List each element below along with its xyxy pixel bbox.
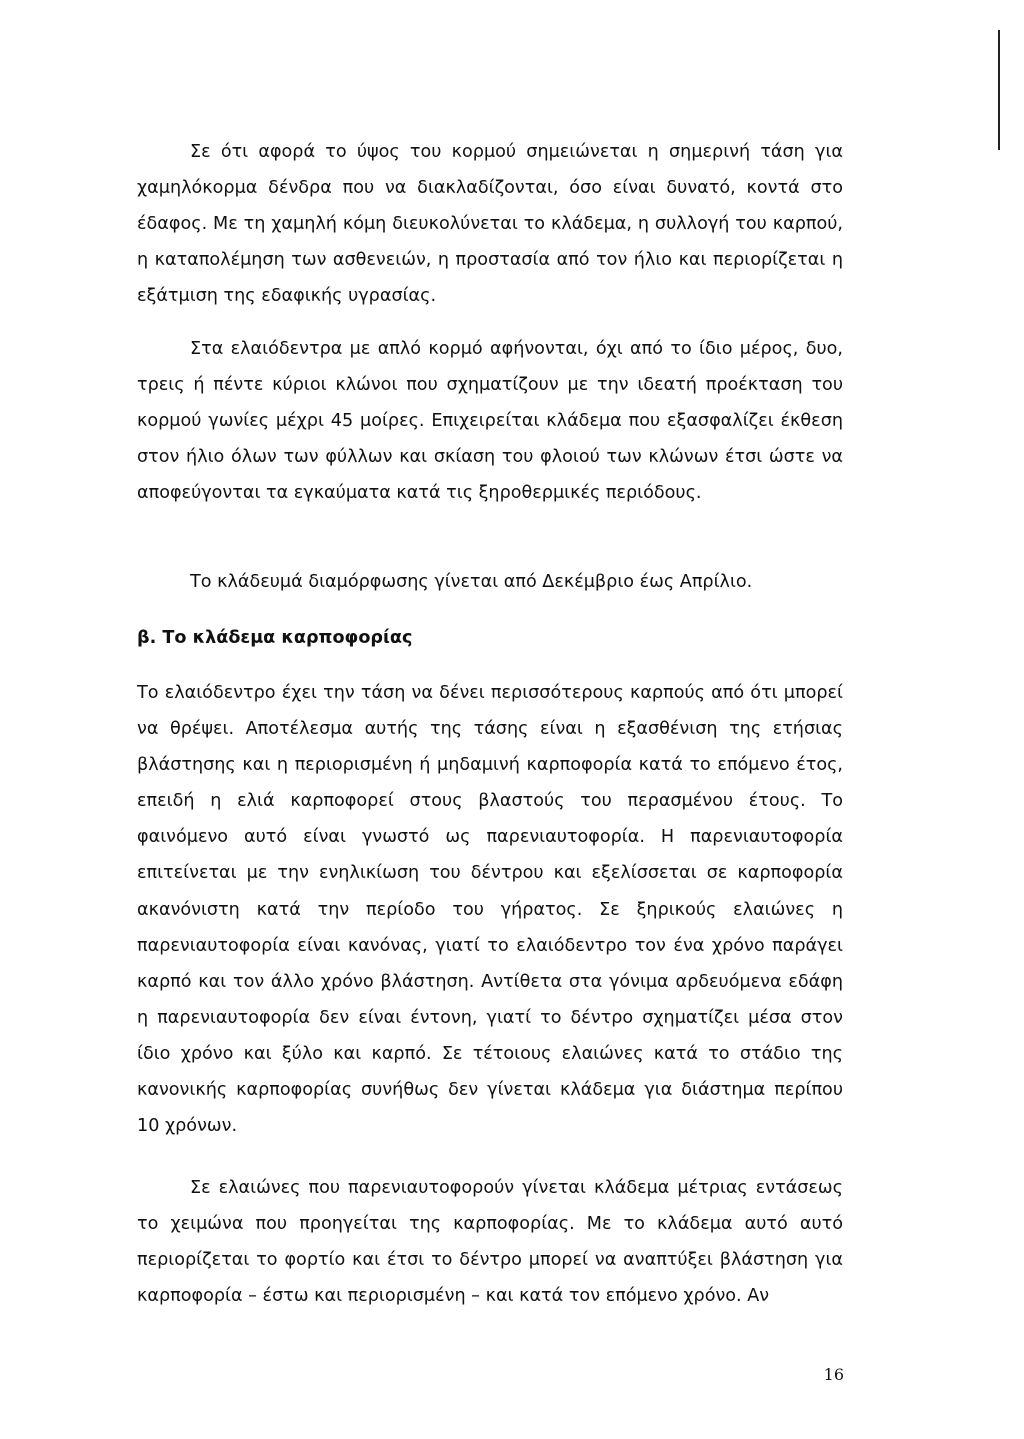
paragraph-main-branches: Στα ελαιόδεντρα με απλό κορμό αφήνονται, όχι από το ίδιο μέρος, δυο, τρεις ή πέντε κύριοι κλώνοι που σχηματίζουν με την ιδεατή προέκταση του κορμού γωνίες μέχρι 45 μοίρες. Επιχειρείται κλάδεμα που εξασφαλίζει έκθεση στον ήλιο όλων των φύλλων και σκίαση του φλοιού των κλώνων έτσι ώστε να αποφεύγονται τα εγκαύματα κατά τις ξηροθερμικές περιόδους.: [137, 339, 843, 504]
margin-mark: [998, 30, 1000, 150]
paragraph-trunk-height: Σε ότι αφορά το ύψος του κορμού σημειώνεται η σημερινή τάση για χαμηλόκορμα δένδρα που να διακλαδίζονται, όσο είναι δυνατό, κοντά στο έδαφος. Με τη χαμηλή κόμη διευκολύνεται το κλάδεμα, η συλλογή του καρπού, η καταπολέμηση των ασθενειών, η προστασία από τον ήλιο και περιορίζεται η εξάτμιση της εδαφικής υγρασίας.: [137, 142, 843, 307]
paragraph-pruning-period: Το κλάδευμά διαμόρφωσης γίνεται από Δεκέμβριο έως Απρίλιο.: [190, 572, 753, 592]
paragraph-alternate-bearing: Το ελαιόδεντρο έχει την τάση να δένει περισσότερους καρπούς από ότι μπορεί να θρέψει. Αποτέλεσμα αυτής της τάσης είναι η εξασθένιση της ετήσιας βλάστησης και η περιορισμένη ή μηδαμινή καρποφορία κατά το επόμενο έτος, επειδή η ελιά καρποφορεί στους βλαστούς του περασμένου έτους. Το φαινόμενο αυτό είναι γνωστό ως παρενιαυτοφορία. Η παρενιαυτοφορία επιτείνεται με την ενηλικίωση του δέντρου και εξελίσσεται σε καρποφορία ακανόνιστη κατά την περίοδο του γήρατος. Σε ξηρικούς ελαιώνες η παρενιαυτοφορία είναι κανόνας, γιατί το ελαιόδεντρο τον ένα χρόνο παράγει καρπό και τον άλλο χρόνο βλάστηση. Αντίθετα στα γόνιμα αρδευόμενα εδάφη η παρενιαυτοφορία δεν είναι έντονη, γιατί το δέντρο σχηματίζει μέσα στον ίδιο χρόνο και ξύλο και καρπό. Σε τέτοιους ελαιώνες κατά το στάδιο της κανονικής καρποφορίας συνήθως δεν γίνεται κλάδεμα για διάστημα περίπου 10 χρόνων.: [137, 683, 843, 1137]
paragraph-moderate-pruning: Σε ελαιώνες που παρενιαυτοφορούν γίνεται κλάδεμα μέτριας εντάσεως το χειμώνα που προηγείται της καρποφορίας. Με το κλάδεμα αυτό αυτό περιορίζεται το φορτίο και έτσι το δέντρο μπορεί να αναπτύξει βλάστηση για καρποφορία – έστω και περιορισμένη – και κατά τον επόμενο χρόνο. Αν: [137, 1178, 843, 1307]
page-number: 16: [823, 1365, 844, 1384]
section-heading-fruiting-pruning: β. Το κλάδεμα καρποφορίας: [137, 628, 413, 648]
